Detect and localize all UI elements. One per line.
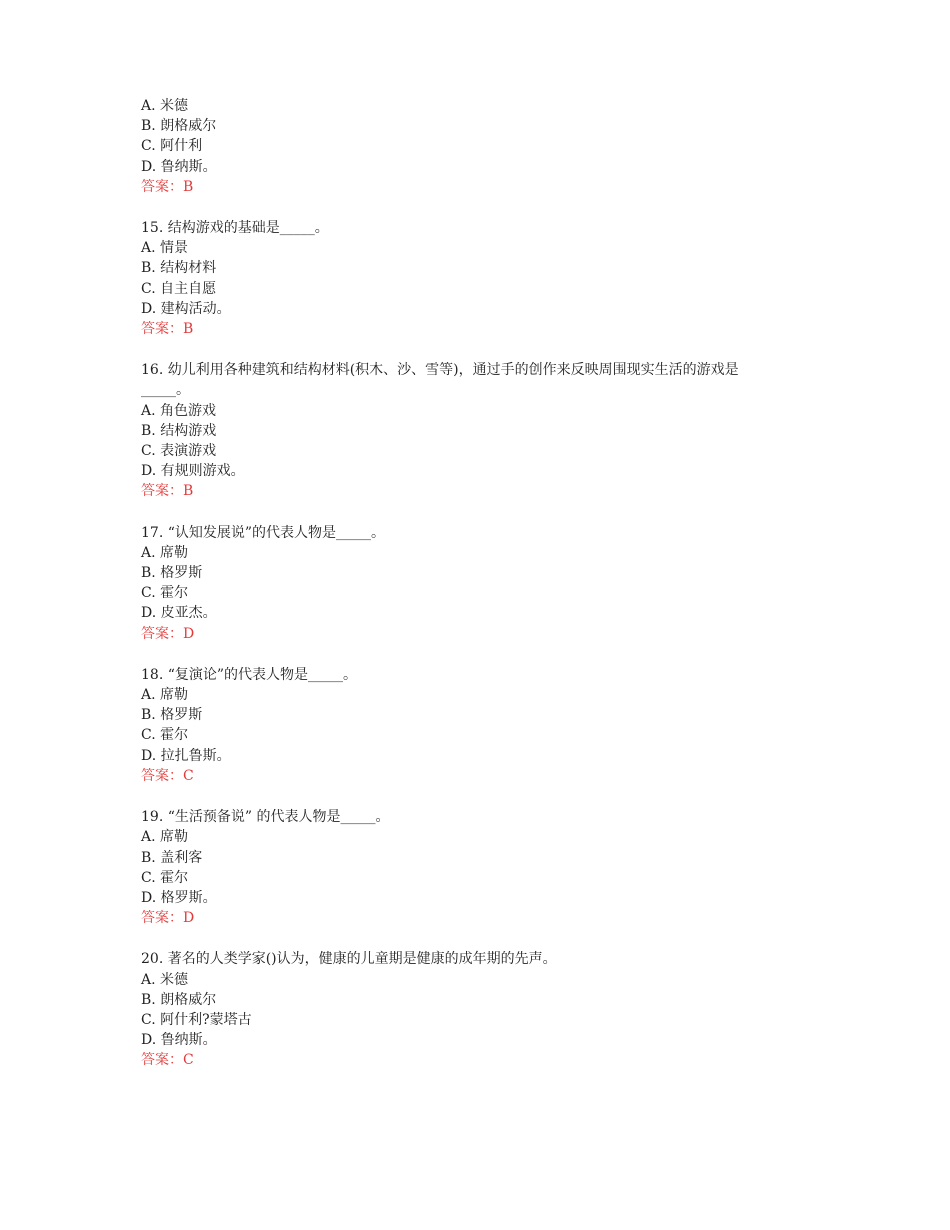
option-d: D. 鲁纳斯。 [141,158,217,175]
option-a: A. 席勒 [141,544,189,561]
option-b: B. 格罗斯 [141,565,203,582]
option-a: A. 角色游戏 [141,402,217,419]
answer-text: 答案：B [141,483,194,500]
question-text: 18. “复演论”的代表人物是_____。 [141,666,358,683]
question-block-18 [141,665,821,786]
option-c: C. 阿什利 [141,138,203,155]
option-b: B. 盖利客 [141,849,203,866]
answer-text: 答案：C [141,1052,194,1069]
option-c: C. 霍尔 [141,869,189,886]
question-block-16 [141,360,821,501]
option-d: D. 皮亚杰。 [141,605,217,622]
option-a: A. 情景 [141,240,189,257]
option-c: C. 表演游戏 [141,443,217,460]
option-c: C. 霍尔 [141,585,189,602]
answer-text: 答案：C [141,767,194,784]
option-c: C. 霍尔 [141,727,189,744]
answer-text: 答案：B [141,178,194,195]
answer-text: 答案：D [141,910,195,927]
question-block-20 [141,949,821,1070]
question-text: 15. 结构游戏的基础是_____。 [141,220,329,237]
option-a: A. 米德 [141,971,189,988]
option-b: B. 朗格威尔 [141,118,217,135]
option-b: B. 格罗斯 [141,707,203,724]
option-d: D. 格罗斯。 [141,889,217,906]
option-d: D. 有规则游戏。 [141,463,245,480]
question-block-17 [141,523,821,644]
option-d: D. 鲁纳斯。 [141,1032,217,1049]
answer-text: 答案：B [141,321,194,338]
question-list [141,96,821,1092]
option-c: C. 阿什利?蒙塔古 [141,1011,252,1028]
option-b: B. 朗格威尔 [141,991,217,1008]
answer-text: 答案：D [141,625,195,642]
question-block-15 [141,218,821,339]
option-b: B. 结构游戏 [141,422,217,439]
option-a: A. 席勒 [141,829,189,846]
question-block-14 [141,96,821,197]
question-block-19 [141,807,821,928]
question-text: 20. 著名的人类学家()认为，健康的儿童期是健康的成年期的先声。 [141,951,557,968]
option-d: D. 拉扎鲁斯。 [141,747,231,764]
question-text: 19. “生活预备说” 的代表人物是_____。 [141,809,390,826]
option-c: C. 自主自愿 [141,280,217,297]
question-text: 16. 幼儿利用各种建筑和结构材料(积木、沙、雪等)，通过手的创作来反映周围现实生活的游戏是 [141,362,739,379]
option-b: B. 结构材料 [141,260,217,277]
question-text: 17. “认知发展说”的代表人物是_____。 [141,524,386,541]
option-a: A. 席勒 [141,687,189,704]
question-text-continued: _____。 [141,382,190,399]
option-d: D. 建构活动。 [141,300,231,317]
option-a: A. 米德 [141,98,189,114]
